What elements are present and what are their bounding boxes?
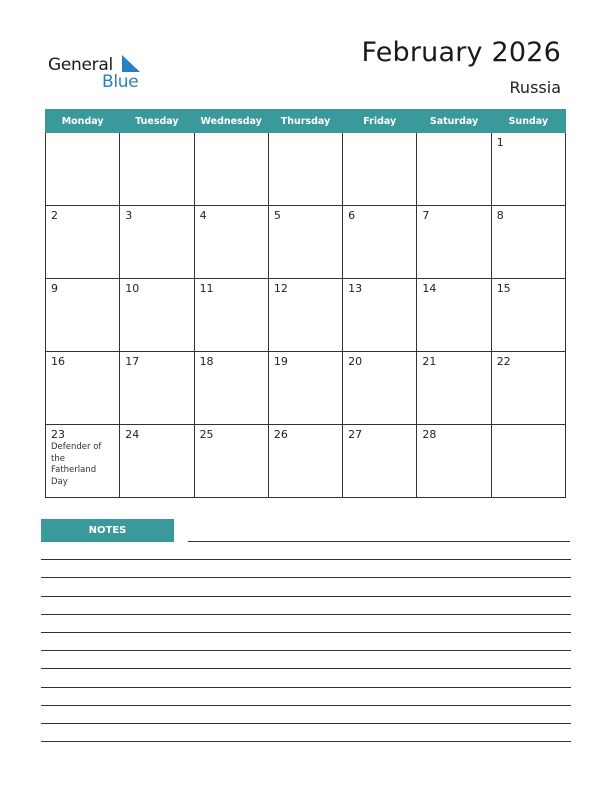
week-row bbox=[46, 133, 566, 206]
country-label: Russia bbox=[509, 78, 561, 97]
day-number: 28 bbox=[422, 428, 437, 441]
day-number: 13 bbox=[348, 282, 363, 295]
day-number: 17 bbox=[125, 355, 140, 368]
logo-flag-icon bbox=[122, 55, 140, 72]
day-cell bbox=[46, 279, 120, 352]
calendar-grid bbox=[45, 109, 566, 498]
day-number: 6 bbox=[348, 209, 356, 222]
logo-general-text: General bbox=[48, 55, 113, 75]
weekday-header: Wednesday bbox=[194, 110, 268, 133]
day-number: 8 bbox=[496, 209, 504, 222]
day-number: 23 bbox=[51, 428, 65, 441]
day-cell bbox=[491, 352, 565, 425]
day-number: 15 bbox=[496, 282, 511, 295]
day-cell bbox=[417, 352, 491, 425]
day-number bbox=[343, 133, 416, 136]
week-row bbox=[46, 425, 566, 498]
day-cell bbox=[120, 133, 194, 206]
notes-line bbox=[41, 741, 571, 742]
day-cell bbox=[417, 425, 491, 498]
notes-line bbox=[41, 577, 571, 578]
notes-heading: NOTES bbox=[41, 519, 174, 542]
day-number bbox=[269, 133, 342, 136]
day-number bbox=[120, 133, 193, 136]
week-row bbox=[46, 206, 566, 279]
day-cell bbox=[46, 425, 120, 498]
logo-blue-text: Blue bbox=[102, 72, 139, 92]
weekday-header-row bbox=[46, 110, 566, 133]
day-number: 2 bbox=[51, 209, 58, 222]
holiday-label: Defender of the Fatherland Day bbox=[51, 442, 102, 487]
day-number: 25 bbox=[199, 428, 214, 441]
day-number: 24 bbox=[125, 428, 140, 441]
notes-line bbox=[41, 668, 571, 669]
day-number: 14 bbox=[422, 282, 437, 295]
day-number: 9 bbox=[51, 282, 58, 295]
day-cell bbox=[268, 425, 342, 498]
day-number: 16 bbox=[51, 355, 65, 368]
day-cell bbox=[120, 206, 194, 279]
day-cell bbox=[343, 206, 417, 279]
day-cell bbox=[417, 279, 491, 352]
day-cell bbox=[491, 425, 565, 498]
notes-line bbox=[41, 687, 571, 688]
day-number: 20 bbox=[348, 355, 363, 368]
day-cell bbox=[417, 206, 491, 279]
notes-line bbox=[41, 705, 571, 706]
notes-line bbox=[41, 614, 571, 615]
day-cell bbox=[491, 279, 565, 352]
day-number: 22 bbox=[496, 355, 511, 368]
day-number: 21 bbox=[422, 355, 437, 368]
day-cell bbox=[343, 352, 417, 425]
day-number: 18 bbox=[199, 355, 214, 368]
week-row bbox=[46, 352, 566, 425]
weekday-header: Monday bbox=[46, 110, 120, 133]
day-cell bbox=[268, 133, 342, 206]
day-cell bbox=[417, 133, 491, 206]
day-number: 4 bbox=[199, 209, 207, 222]
day-number bbox=[492, 425, 565, 428]
day-number: 1 bbox=[496, 136, 504, 149]
day-cell bbox=[491, 133, 565, 206]
day-cell bbox=[343, 133, 417, 206]
day-number: 5 bbox=[273, 209, 281, 222]
day-cell bbox=[46, 352, 120, 425]
weekday-header: Thursday bbox=[268, 110, 342, 133]
day-number: 19 bbox=[273, 355, 288, 368]
notes-line bbox=[41, 632, 571, 633]
week-row bbox=[46, 279, 566, 352]
day-number: 12 bbox=[273, 282, 288, 295]
day-cell bbox=[268, 279, 342, 352]
notes-line bbox=[41, 596, 571, 597]
day-number: 11 bbox=[199, 282, 214, 295]
day-cell bbox=[491, 206, 565, 279]
weekday-header: Tuesday bbox=[120, 110, 194, 133]
day-number: 26 bbox=[273, 428, 288, 441]
day-number: 7 bbox=[422, 209, 430, 222]
day-cell bbox=[268, 206, 342, 279]
notes-line bbox=[41, 650, 571, 651]
day-cell bbox=[120, 352, 194, 425]
page-title: February 2026 bbox=[361, 37, 561, 68]
day-number bbox=[195, 133, 268, 136]
weekday-header: Sunday bbox=[491, 110, 565, 133]
day-cell bbox=[194, 425, 268, 498]
weekday-header: Saturday bbox=[417, 110, 491, 133]
notes-line bbox=[41, 559, 571, 560]
day-cell bbox=[194, 279, 268, 352]
notes-line bbox=[41, 723, 571, 724]
day-cell bbox=[46, 206, 120, 279]
day-number: 10 bbox=[125, 282, 140, 295]
day-cell bbox=[46, 133, 120, 206]
day-cell bbox=[194, 352, 268, 425]
day-cell bbox=[194, 206, 268, 279]
logo bbox=[48, 52, 158, 92]
day-cell bbox=[343, 425, 417, 498]
day-cell bbox=[194, 133, 268, 206]
day-cell bbox=[120, 279, 194, 352]
day-number bbox=[46, 133, 119, 136]
day-number bbox=[417, 133, 490, 136]
day-cell bbox=[268, 352, 342, 425]
day-cell bbox=[120, 425, 194, 498]
day-cell bbox=[343, 279, 417, 352]
notes-line bbox=[188, 541, 570, 542]
day-number: 3 bbox=[125, 209, 133, 222]
weekday-header: Friday bbox=[343, 110, 417, 133]
day-number: 27 bbox=[348, 428, 363, 441]
